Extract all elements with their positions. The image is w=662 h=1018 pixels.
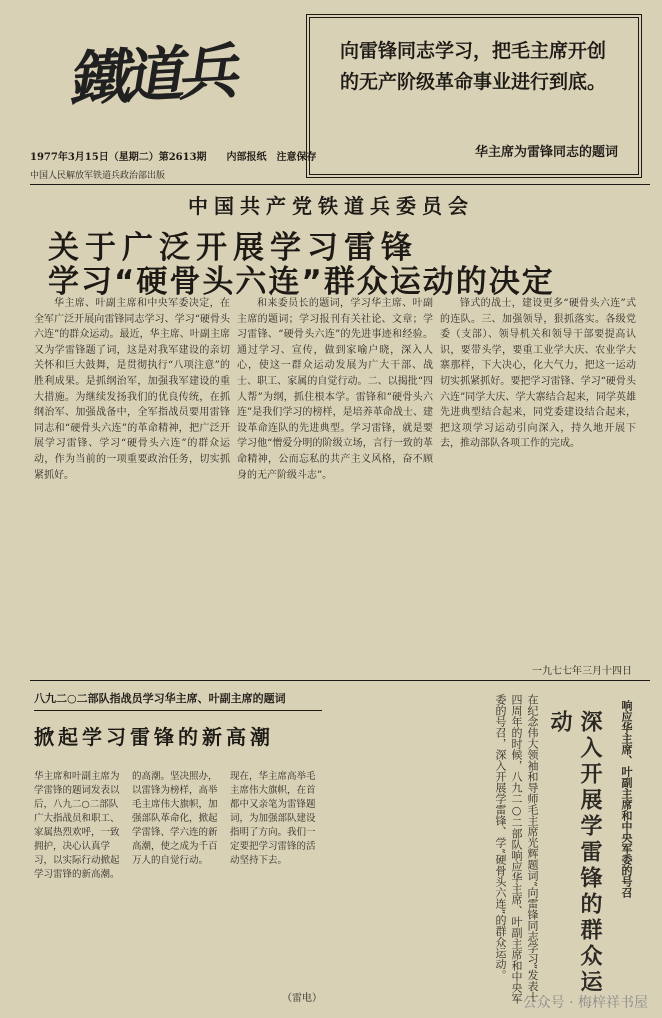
article-column-3: 锋式的战士，建设更多“硬骨头六连”式的连队。三、加强领导，狠抓落实。各级党委（支部）、领导机关和领导干部要提高认识，要带头学，要重工业学大庆、农业学大寨那样，下大决心，化大气力，把这一运动切实抓紧抓好。要把学习雷锋、学习“硬骨头六连”同学大庆、学大寨结合起来，同学英雄先进典型结合起来，同党委建设结合起来，把这项学习运动引向深入，持久地开展下去，推动部队各项工作的完成。 [440,298,636,450]
vertical-article [318,690,648,1008]
article-date: 一九七七年三月十四日 [532,666,632,677]
lower-article [34,690,322,1008]
issuer-line: 中国人民解放军铁道兵政治部出版 [30,171,166,181]
lower-article-column-2: 的高潮。坚决照办，以雷锋为榜样，高举毛主席伟大旗帜，加强部队革命化，掀起学雷锋、学六连的新高潮，使之成为千百万人的自觉行动。 [132,771,218,866]
masthead-rule [30,184,650,185]
lower-article-headline: 掀起学习雷锋的新高潮 [34,725,274,749]
lower-article-body [34,770,322,1004]
lower-article-kicker: 八九二○二部队指战员学习华主席、叶副主席的题词 [34,690,322,711]
masthead [30,10,300,150]
quote-signature: 华主席为雷锋同志的题词 [474,145,618,160]
vertical-article-headline: 深入开展学雷锋的群众运动 [547,710,602,996]
article-column-1: 华主席、叶副主席和中央军委决定，在全军广泛开展向雷锋同志学习、学习“硬骨头六连”的群众运动。最近，华主席、叶副主席又为学雷锋题了词，这是对我军建设的亲切关怀和巨大鼓舞，是贯彻执行“八项注意”的胜利成果。是抓纲治军，加强我军建设的重大措施。为继续发扬我们的优良传统，在抓纲治军、加强战备中，全军指战员要用雷锋同志和“硬骨头六连”的革命精神，把广泛开展学习雷锋、学习“硬骨头六连”的群众运动，作为当前的一项重要政治任务，切实抓紧抓好。 [34,298,230,481]
vertical-article-kicker: 响应华主席、叶副主席和中央军委的号召 [620,700,633,898]
section-rule [30,680,650,681]
article-column-2: 和来委员长的题词，学习华主席、叶副主席的题词；学习报刊有关社论、文章；学习雷锋、“硬骨头六连”的先进事迹和经验。通过学习、宣传，做到家喻户晓，深入人心，使这一群众运动发展为广大干部、战士、职工、家属的自觉行动。二、以揭批“四人帮”为纲，抓住根本学。雷锋和“硬骨头六连”是我们学习的榜样，是培养革命战士、建设革命连队的先进典型。学习雷锋，就是要学习他“憎爱分明的阶级立场，言行一致的革命精神，公而忘私的共产主义风格，奋不顾身的无产阶级斗志”。 [237,298,433,481]
lower-article-column-3: 现在，华主席高举毛主席伟大旗帜，在首都中又亲笔为雷锋题词，为加强部队建设指明了方向。我们一定要把学习雷锋的活动坚持下去。 [230,771,316,866]
watermark: 公众号 · 梅梓祥书屋 [522,995,648,1011]
article-headline-line-1: 关于广泛开展学习雷锋 [48,230,418,266]
quote-text: 向雷锋同志学习，把毛主席开创的无产阶级革命事业进行到底。 [340,40,607,93]
issue-meta: 1977年3月15日（星期二）第2613期 内部报纸 注意保存 [30,152,317,163]
vertical-article-body: 在纪念伟大领袖和导师毛主席光辉题词“向雷锋同志学习”发表十四周年的时候，八九二○二部队响应华主席、叶副主席和中央军委的号召，深入开展学雷锋、学“硬骨头六连”的群众运动。 [494,694,539,1004]
article-supertitle: 中国共产党铁道兵委员会 [188,194,474,218]
lower-article-author: （雷电） [282,993,322,1004]
newspaper-title: 鐵道兵 [66,36,242,116]
article-headline-line-2: 学习“硬骨头六连”群众运动的决定 [48,264,555,300]
quote-box [306,14,642,178]
lower-article-column-1: 华主席和叶副主席为学雷锋的题词发表以后，八九二○二部队广大指战员和职工、家属热烈欢呼，一致拥护，决心认真学习，以实际行动掀起学习雷锋的新高潮。 [34,771,120,880]
